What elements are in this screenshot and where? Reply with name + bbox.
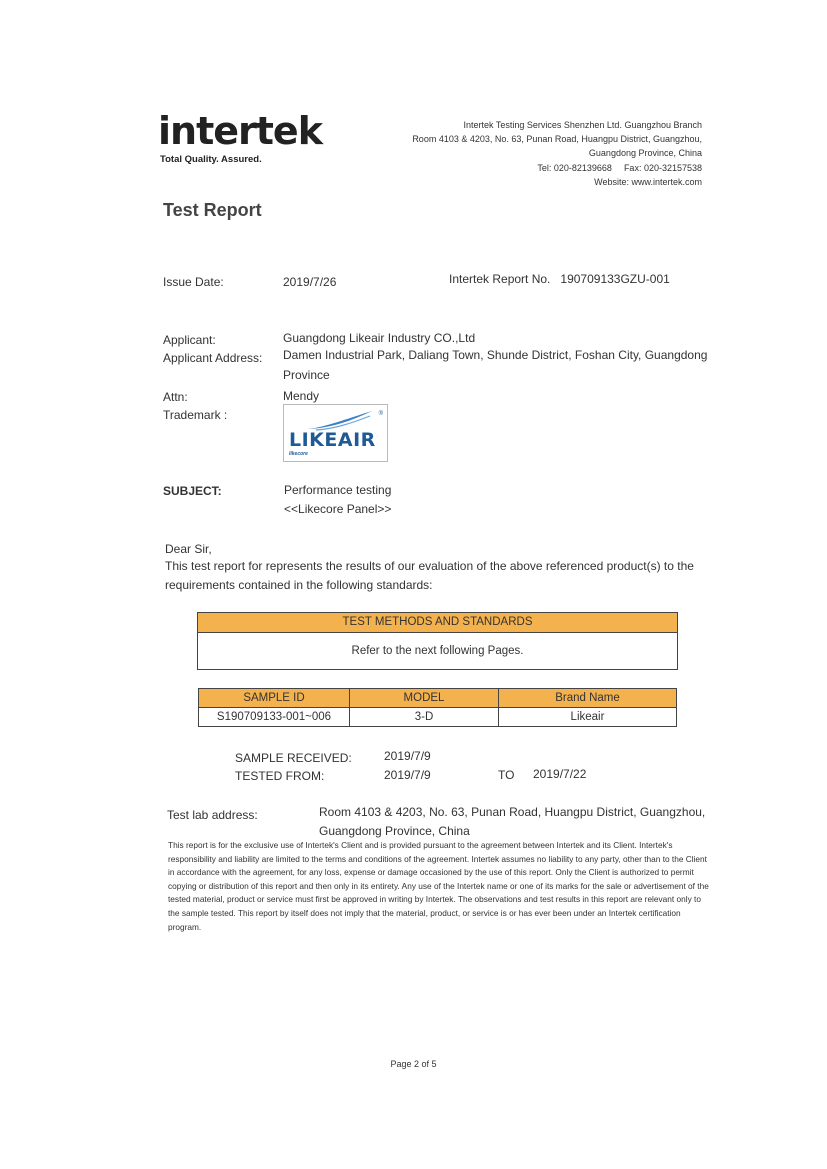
company-contact bbox=[372, 161, 702, 175]
lab-address-label: Test lab address: bbox=[167, 808, 258, 822]
trademark-logo bbox=[283, 404, 388, 462]
swoosh-icon bbox=[306, 409, 376, 431]
column-header: MODEL bbox=[350, 689, 499, 708]
lab-address-line1: Room 4103 & 4203, No. 63, Punan Road, Huangpu District, Guangzhou, bbox=[319, 805, 706, 819]
applicant-address-line1: Damen Industrial Park, Daliang Town, Shunde District, Foshan City, Guangdong bbox=[283, 348, 708, 362]
page-title: Test Report bbox=[163, 200, 262, 220]
issue-date-value: 2019/7/26 bbox=[283, 275, 337, 289]
applicant-address-label: Applicant Address: bbox=[163, 351, 263, 365]
attn-value: Mendy bbox=[283, 389, 320, 403]
trademark-logo-text: LIKEAIR bbox=[289, 429, 376, 451]
letter-line1: This test report for represents the results of our evaluation of the above referenced product(s) to the bbox=[165, 559, 694, 573]
letter-line2: requirements contained in the following standards: bbox=[165, 578, 433, 592]
lab-address-line2: Guangdong Province, China bbox=[319, 824, 470, 838]
standards-header: TEST METHODS AND STANDARDS bbox=[198, 613, 677, 633]
company-website: Website: www.intertek.com bbox=[594, 176, 702, 187]
sample-table-header bbox=[199, 689, 677, 708]
report-no bbox=[449, 272, 670, 286]
company-address-line2: Guangdong Province, China bbox=[588, 148, 702, 159]
sample-table bbox=[198, 688, 677, 727]
tested-to-value: 2019/7/22 bbox=[533, 767, 587, 781]
column-header: SAMPLE ID bbox=[199, 689, 350, 708]
intertek-logo: intertek bbox=[158, 109, 322, 153]
company-fax: Fax: 020-32157538 bbox=[623, 162, 702, 173]
standards-table bbox=[197, 612, 678, 670]
letter-greeting: Dear Sir, bbox=[165, 542, 212, 556]
table-row bbox=[199, 708, 677, 727]
applicant-label: Applicant: bbox=[163, 333, 216, 347]
tested-from-label: TESTED FROM: bbox=[235, 769, 325, 783]
trademark-label: Trademark : bbox=[163, 408, 228, 422]
disclaimer-text: This report is for the exclusive use of Intertek's Client and is provided pursuant to the agreement between Intertek and its Client. Intertek's responsibility and liability are limited to the terms and conditions of the agreement. Intertek assumes no liability to any party, other than to the Client in accordance with the agreement, for any loss, expense or damage occasioned by the use of this report. Only the Client is authorized to permit copying or distribution of this report and then only in its entirety. Any use of the Intertek name or one of its marks for the sale or advertisement of the tested material, product or service must first be approved in writing by Intertek. The observations and test results in this report are relevant only to the sample tested. This report by itself does not imply that the material, product, or service is or has ever been under an Intertek certification program. bbox=[168, 840, 709, 932]
sample-received-value: 2019/7/9 bbox=[384, 749, 431, 763]
subject-line2: <<Likecore Panel>> bbox=[284, 502, 392, 516]
applicant-value: Guangdong Likeair Industry CO.,Ltd bbox=[283, 331, 476, 345]
table-cell: S190709133-001~006 bbox=[199, 708, 350, 727]
company-address-line1: Room 4103 & 4203, No. 63, Punan Road, Huangpu District, Guangzhou, bbox=[412, 134, 702, 145]
report-no-value: 190709133GZU-001 bbox=[560, 272, 670, 286]
sample-received-label: SAMPLE RECEIVED: bbox=[235, 751, 352, 765]
standards-body: Refer to the next following Pages. bbox=[351, 645, 524, 657]
subject-label: SUBJECT: bbox=[163, 484, 222, 498]
attn-label: Attn: bbox=[163, 390, 188, 404]
tested-from-value: 2019/7/9 bbox=[384, 768, 431, 782]
table-cell: 3-D bbox=[350, 708, 499, 727]
applicant-address-line2: Province bbox=[283, 368, 330, 382]
issue-date-label: Issue Date: bbox=[163, 275, 224, 289]
report-no-label: Intertek Report No. bbox=[449, 272, 551, 286]
table-cell: Likeair bbox=[499, 708, 677, 727]
registered-mark: ® bbox=[378, 411, 383, 417]
tested-to-label: TO bbox=[498, 768, 515, 782]
company-tel: Tel: 020-82139668 bbox=[537, 162, 612, 173]
company-info bbox=[372, 118, 702, 189]
logo-tagline: Total Quality. Assured. bbox=[160, 154, 262, 165]
page-number: Page 2 of 5 bbox=[390, 1059, 437, 1069]
company-name: Intertek Testing Services Shenzhen Ltd. Guangzhou Branch bbox=[463, 120, 702, 130]
subject-line1: Performance testing bbox=[284, 483, 392, 497]
column-header: Brand Name bbox=[499, 689, 677, 708]
trademark-logo-subtext: likecore bbox=[289, 451, 308, 457]
